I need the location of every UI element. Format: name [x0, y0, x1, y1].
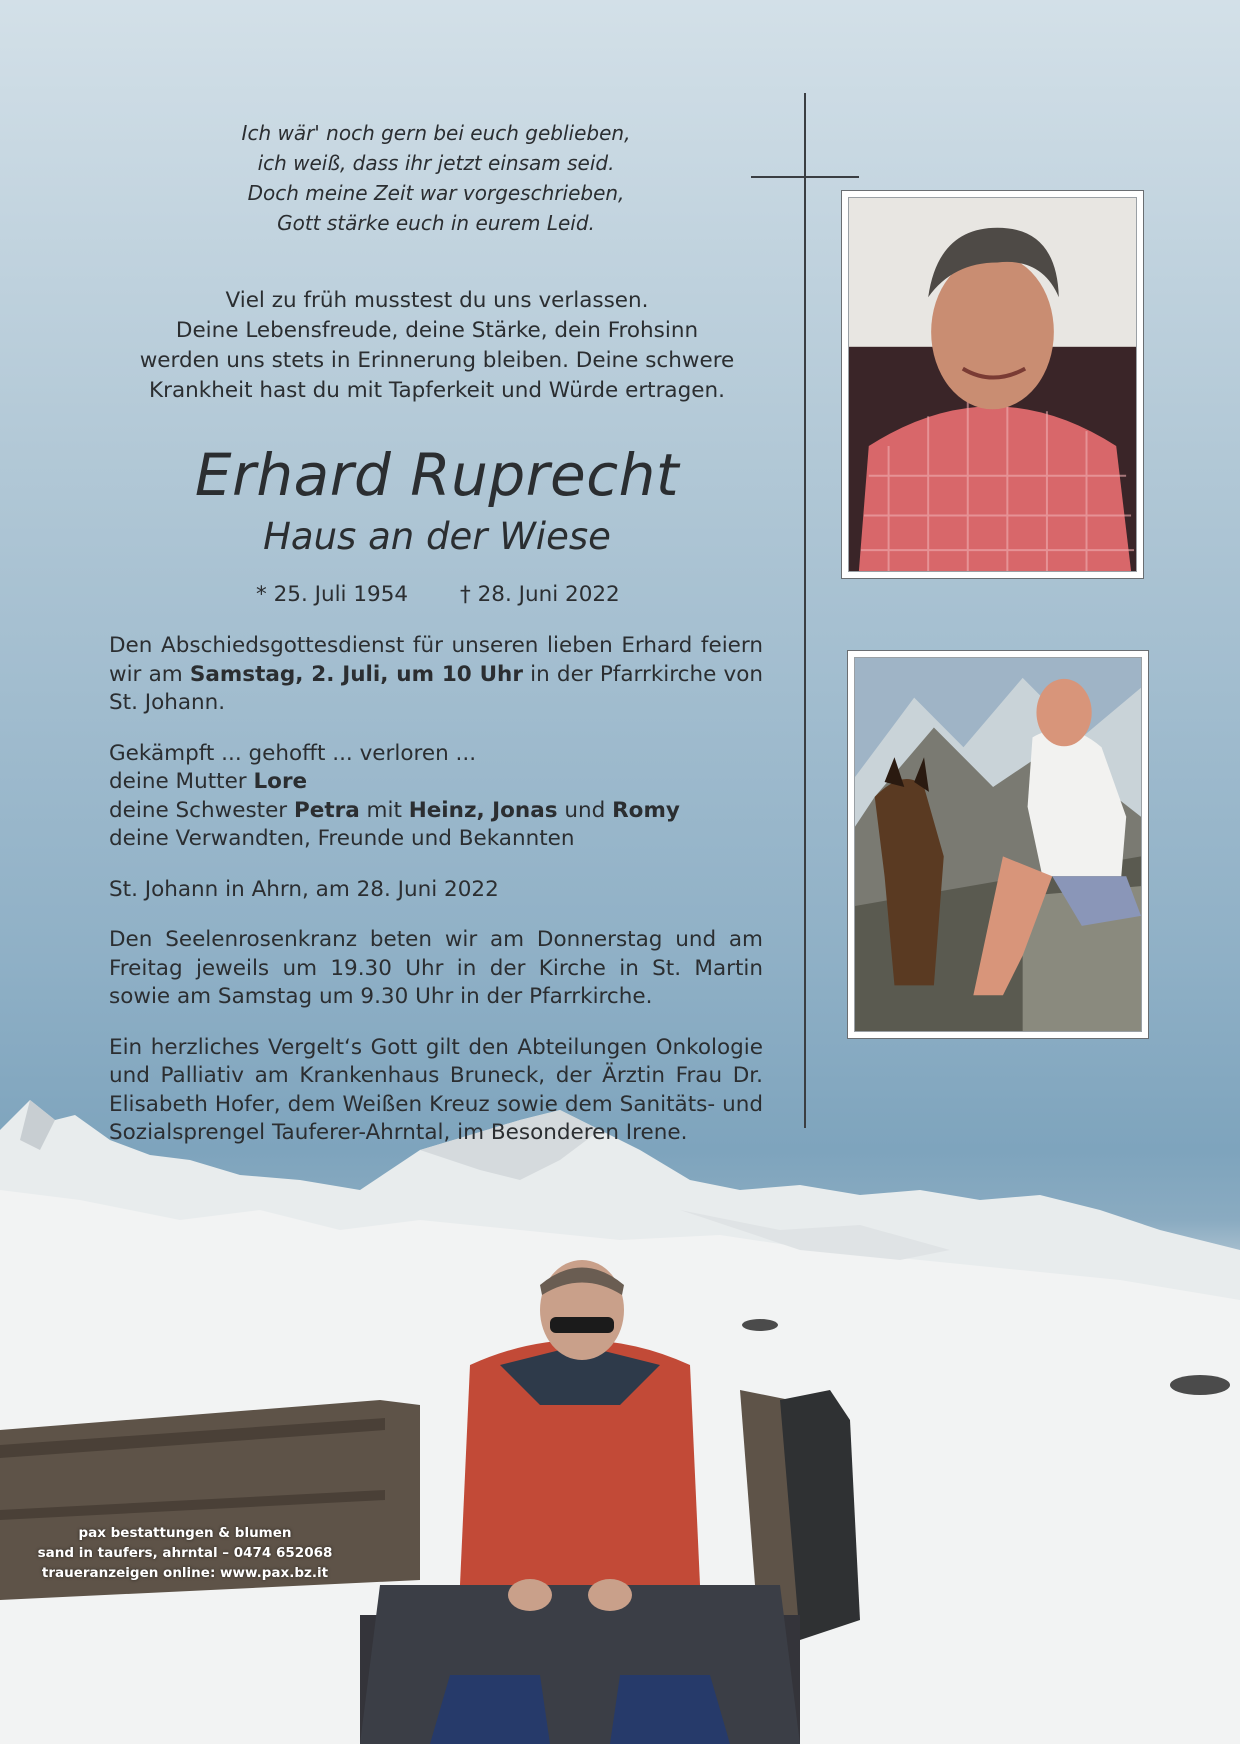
last-family-name: Romy: [612, 797, 680, 823]
cross-horizontal-line: [751, 176, 859, 178]
mountain-dog-photo-frame: [847, 650, 1149, 1039]
cross-vertical-line: [804, 93, 806, 1128]
tribute-line: werden uns stets in Erinnerung bleiben. Deine schwere: [139, 348, 735, 373]
imprint-line: pax bestattungen & blumen: [78, 1525, 292, 1541]
tribute-line: Krankheit hast du mit Tapferkeit und Würde ertragen.: [149, 378, 725, 403]
mother-name: Lore: [253, 769, 308, 794]
deceased-name: Erhard Ruprecht: [194, 441, 680, 509]
deceased-house: Haus an der Wiese: [263, 515, 611, 558]
poem-line: ich weiß, dass ihr jetzt einsam seid.: [257, 151, 615, 175]
funeral-home-imprint: [30, 1523, 340, 1583]
death-date: † 28. Juni 2022: [460, 582, 620, 607]
sister-label: deine Schwester: [109, 797, 294, 823]
funeral-text: Den Abschiedsgottesdienst für unseren lieben Erhard feiern wir am: [109, 633, 763, 687]
imprint-line: sand in taufers, ahrntal – 0474 652068: [37, 1545, 333, 1561]
mourners-intro: Gekämpft ... gehofft ... verloren ...: [109, 740, 477, 766]
birth-date: * 25. Juli 1954: [256, 582, 409, 607]
and-word: und: [557, 797, 613, 823]
rosary-paragraph: Den Seelenrosenkranz beten wir am Donnerstag und am Freitag jeweils um 19.30 Uhr in der Kirche in St. Martin sowie am Samstag um 9.30 Uhr in der Pfarrkirche.: [109, 927, 763, 1009]
poem-line: Ich wär' noch gern bei euch geblieben,: [241, 121, 631, 145]
poem-line: Doch meine Zeit war vorgeschrieben,: [247, 181, 625, 205]
mountain-dog-photo: [854, 657, 1142, 1032]
mourners-paragraph: [109, 740, 763, 854]
poem: [136, 118, 736, 238]
person-on-bench-photo: [360, 1255, 800, 1744]
funeral-text: in der Pfarrkirche von St. Johann.: [109, 661, 763, 715]
mother-label: deine Mutter: [109, 769, 254, 794]
tribute-line: Deine Lebensfreude, deine Stärke, dein Frohsinn: [175, 318, 699, 343]
relatives-line: deine Verwandten, Freunde und Bekannten: [109, 826, 575, 851]
sister-name: Petra: [293, 797, 360, 823]
funeral-date: Samstag, 2. Juli, um 10 Uhr: [189, 661, 523, 687]
with-word: mit: [359, 797, 409, 823]
tribute-line: Viel zu früh musstest du uns verlassen.: [225, 288, 649, 313]
imprint-line: traueranzeigen online: www.pax.bz.it: [41, 1565, 329, 1581]
place-date: St. Johann in Ahrn, am 28. Juni 2022: [109, 876, 499, 902]
portrait-photo: [848, 197, 1137, 572]
tribute-text: [120, 286, 754, 406]
announcement-body: [109, 632, 763, 1170]
portrait-photo-frame: [841, 190, 1144, 579]
thanks-paragraph: Ein herzliches Vergelt‘s Gott gilt den Abteilungen Onkologie und Palliativ am Krankenhaus Bruneck, der Ärztin Frau Dr. Elisabeth Hofer, dem Weißen Kreuz sowie dem Sanitäts- und Sozialsprengel Tauferer-Ahrntal, im Besonderen Irene.: [109, 1034, 763, 1145]
funeral-paragraph: [109, 632, 763, 718]
poem-line: Gott stärke euch in eurem Leid.: [277, 211, 595, 235]
family-names: Heinz, Jonas: [408, 797, 558, 823]
